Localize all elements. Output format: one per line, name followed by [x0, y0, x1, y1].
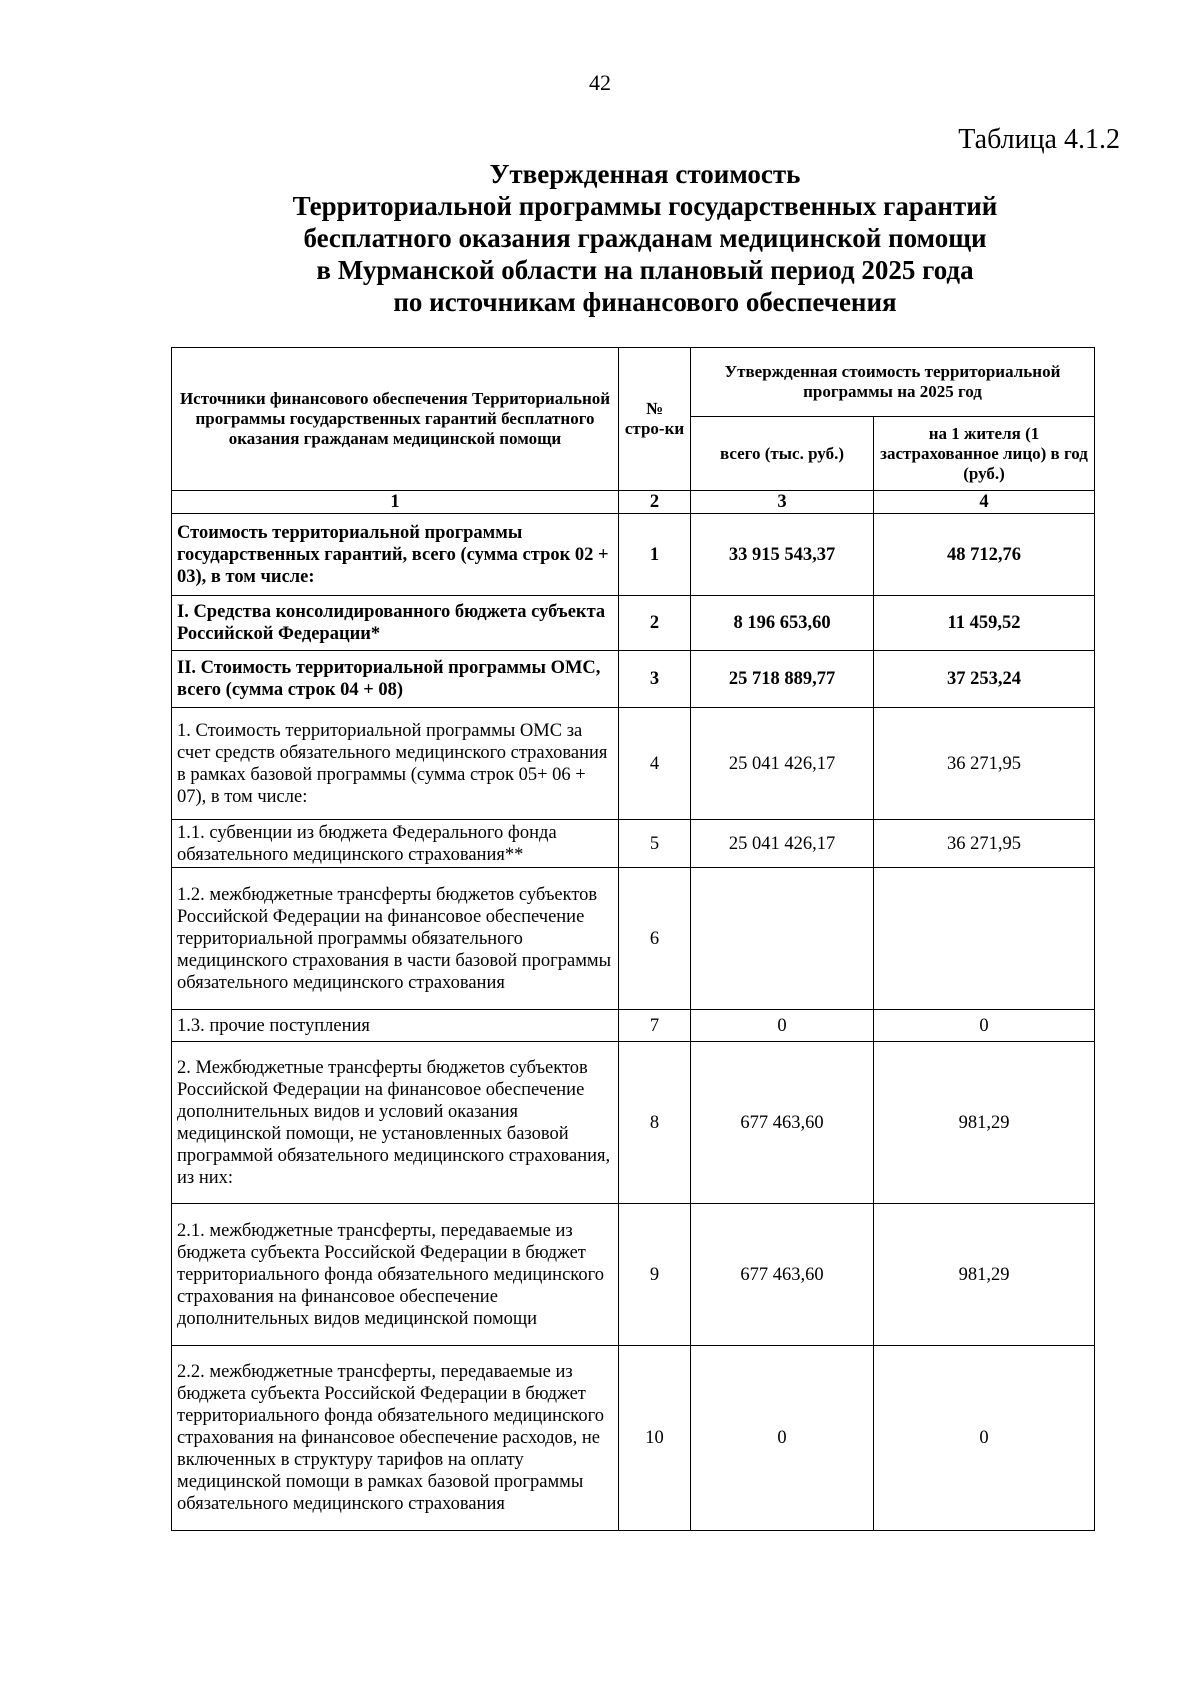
document-title [0, 158, 1200, 318]
row-total: 25 041 426,17 [691, 708, 874, 820]
column-number: 2 [619, 491, 691, 514]
row-source: 1. Стоимость территориальной программы ОМС за счет средств обязательного медицинского страхования в рамках базовой программы (сумма строк 05+ 06 + 07), в том числе: [172, 708, 619, 820]
row-number: 4 [619, 708, 691, 820]
row-source: 2.2. межбюджетные трансферты, передаваемые из бюджета субъекта Российской Федерации в бюджет территориального фонда обязательного медицинского страхования на финансовое обеспечение расходов, не включенных в структуру тарифов на оплату медицинской помощи в рамках базовой программы обязательного медицинского страхования [172, 1346, 619, 1531]
row-number: 7 [619, 1010, 691, 1042]
row-per-capita: 11 459,52 [874, 596, 1095, 651]
row-source: 1.2. межбюджетные трансферты бюджетов субъектов Российской Федерации на финансовое обеспечение территориальной программы обязательного медицинского страхования в части базовой программы обязательного медицинского страхования [172, 868, 619, 1010]
table-row [172, 651, 1095, 708]
header-row [172, 348, 1095, 417]
cost-table [171, 347, 1095, 1531]
table-row [172, 1042, 1095, 1204]
row-per-capita: 0 [874, 1346, 1095, 1531]
row-per-capita: 37 253,24 [874, 651, 1095, 708]
header-total: всего (тыс. руб.) [691, 417, 874, 491]
row-per-capita: 981,29 [874, 1204, 1095, 1346]
row-source: 1.3. прочие поступления [172, 1010, 619, 1042]
title-line: Утвержденная стоимость [489, 159, 801, 189]
row-source: I. Средства консолидированного бюджета субъекта Российской Федерации* [172, 596, 619, 651]
header-cost-group: Утвержденная стоимость территориальной программы на 2025 год [691, 348, 1095, 417]
row-number: 8 [619, 1042, 691, 1204]
row-per-capita: 36 271,95 [874, 820, 1095, 868]
column-number: 4 [874, 491, 1095, 514]
row-number: 2 [619, 596, 691, 651]
table-body [172, 514, 1095, 1531]
header-row-number: № стро-ки [619, 348, 691, 491]
table-row [172, 1010, 1095, 1042]
title-line: по источникам финансового обеспечения [393, 287, 897, 317]
column-numbers-row [172, 491, 1095, 514]
row-source: II. Стоимость территориальной программы ОМС, всего (сумма строк 04 + 08) [172, 651, 619, 708]
row-total: 33 915 543,37 [691, 514, 874, 596]
table-row [172, 820, 1095, 868]
row-number: 3 [619, 651, 691, 708]
header-source: Источники финансового обеспечения Территориальной программы государственных гарантий бесплатного оказания гражданам медицинской помощи [172, 348, 619, 491]
table-row [172, 596, 1095, 651]
row-total: 0 [691, 1010, 874, 1042]
row-total: 25 718 889,77 [691, 651, 874, 708]
table-row [172, 1346, 1095, 1531]
row-per-capita: 48 712,76 [874, 514, 1095, 596]
title-line: Территориальной программы государственных гарантий [292, 191, 998, 221]
table-row [172, 708, 1095, 820]
row-source: Стоимость территориальной программы государственных гарантий, всего (сумма строк 02 + 03), в том числе: [172, 514, 619, 596]
row-per-capita: 0 [874, 1010, 1095, 1042]
column-number: 3 [691, 491, 874, 514]
row-source: 1.1. субвенции из бюджета Федерального фонда обязательного медицинского страхования** [172, 820, 619, 868]
row-number: 9 [619, 1204, 691, 1346]
row-total: 25 041 426,17 [691, 820, 874, 868]
title-line: в Мурманской области на плановый период 2025 года [316, 255, 974, 285]
row-total: 8 196 653,60 [691, 596, 874, 651]
row-source: 2.1. межбюджетные трансферты, передаваемые из бюджета субъекта Российской Федерации в бюджет территориального фонда обязательного медицинского страхования на финансовое обеспечение дополнительных видов медицинской помощи [172, 1204, 619, 1346]
column-number: 1 [172, 491, 619, 514]
row-total [691, 868, 874, 1010]
header-per-capita: на 1 жителя (1 застрахованное лицо) в год (руб.) [874, 417, 1095, 491]
page-number: 42 [589, 70, 611, 95]
row-per-capita: 981,29 [874, 1042, 1095, 1204]
row-per-capita: 36 271,95 [874, 708, 1095, 820]
row-number: 5 [619, 820, 691, 868]
table-label: Таблица 4.1.2 [958, 124, 1120, 155]
row-number: 10 [619, 1346, 691, 1531]
table-row [172, 868, 1095, 1010]
row-source: 2. Межбюджетные трансферты бюджетов субъектов Российской Федерации на финансовое обеспечение дополнительных видов и условий оказания медицинской помощи, не установленных базовой программой обязательного медицинского страхования, из них: [172, 1042, 619, 1204]
table-row [172, 514, 1095, 596]
table-row [172, 1204, 1095, 1346]
row-number: 6 [619, 868, 691, 1010]
row-total: 0 [691, 1346, 874, 1531]
row-number: 1 [619, 514, 691, 596]
title-line: бесплатного оказания гражданам медицинской помощи [303, 223, 987, 253]
row-total: 677 463,60 [691, 1042, 874, 1204]
row-total: 677 463,60 [691, 1204, 874, 1346]
row-per-capita [874, 868, 1095, 1010]
